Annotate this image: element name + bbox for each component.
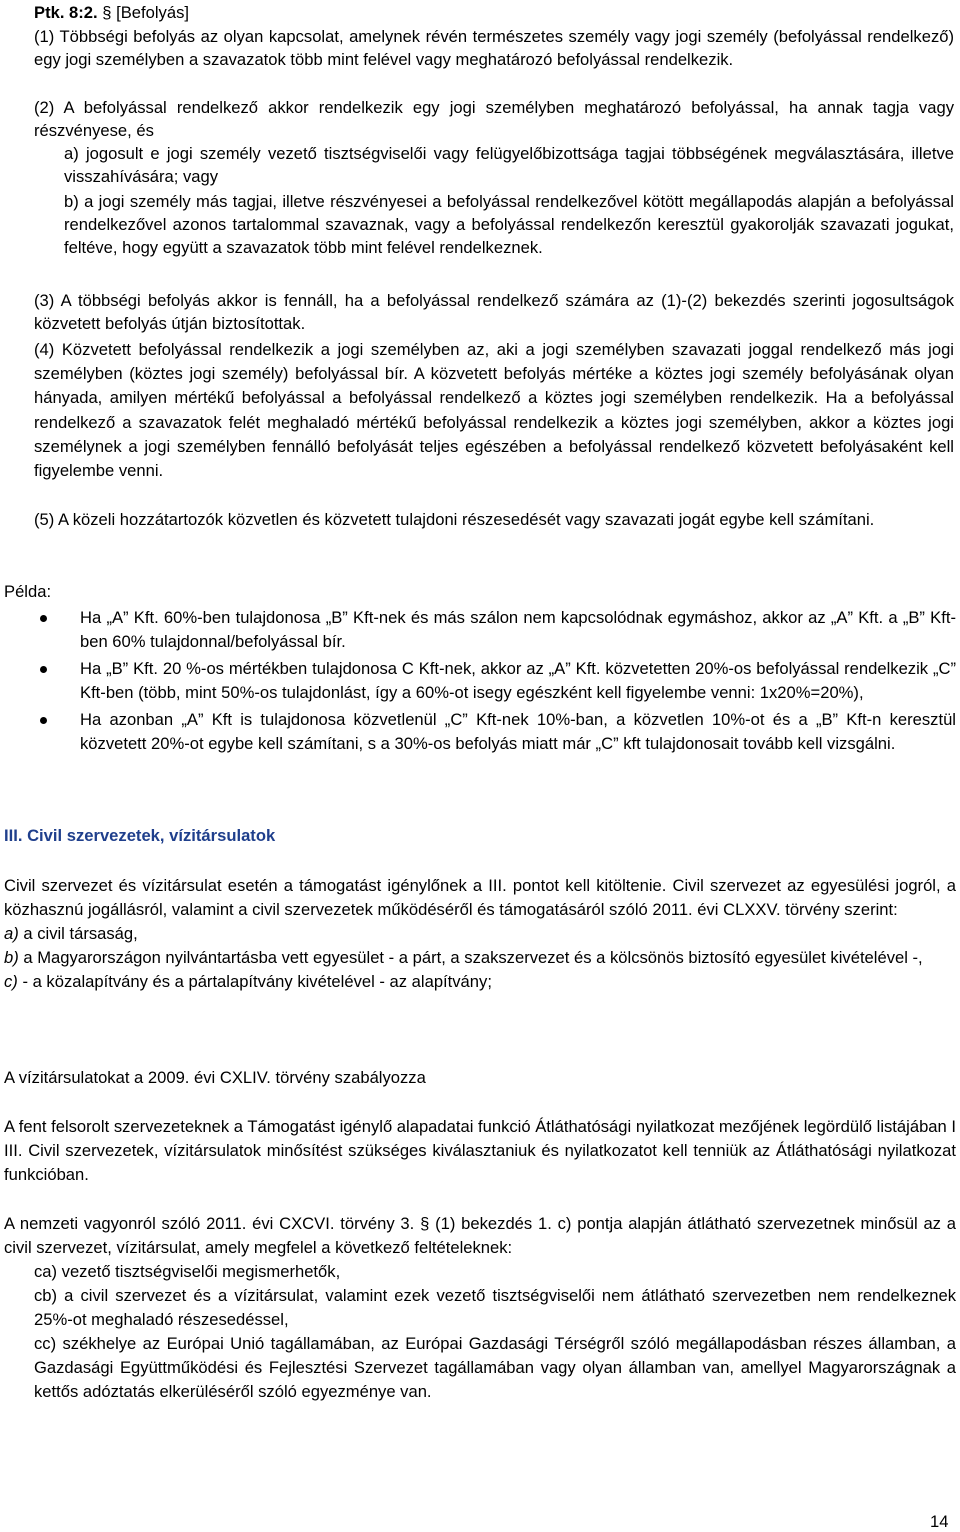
- section-title: [Befolyás]: [116, 3, 189, 22]
- paragraph-5-text: (5) A közeli hozzátartozók közvetlen és közvetett tulajdoni részesedését vagy szavazati jogát egybe kell számítani.: [34, 510, 875, 529]
- paragraph-1-text: (1) Többségi befolyás az olyan kapcsolat, amelynek révén természetes személy vagy jogi személy (befolyással rendelkező) egy jogi személyben a szavazatok több mint felével vagy meghatározó befolyással rendelkezik.: [34, 27, 954, 69]
- list-item: [40, 606, 956, 654]
- bullet-icon: [40, 666, 47, 673]
- ptk-reference: Ptk. 8:2.: [34, 3, 98, 22]
- paragraph-2-item-a: a) jogosult e jogi személy vezető tisztségviselői vagy felügyelőbizottsága tagjai többségének megválasztására, illetve visszahívására; vagy: [64, 144, 954, 186]
- paragraph-3: [34, 289, 954, 335]
- paragraph-2: [34, 96, 954, 259]
- paragraph-2-item-b: b) a jogi személy más tagjai, illetve részvényesei a befolyással rendelkezővel kötött megállapodás alapján a befolyással rendelkezővel azonos tartalommal szavaznak, vagy a befolyással rendelkezőn keresztül gyakorolják szavazati jogukat, feltéve, hogy együtt a szavazatok több mint felével rendelkeznek.: [64, 192, 954, 257]
- bullet-icon: [40, 615, 47, 622]
- national-assets-section: [4, 1212, 956, 1404]
- example-label: Példa:: [4, 582, 52, 601]
- list-item: [40, 657, 956, 705]
- list-item-text: Ha „A” Kft. 60%-ben tulajdonosa „B” Kft-nek és más szálon nem kapcsolódnak egymáshoz, akkor az „A” Kft. a „B” Kft-ben 60% tulajdonnal/befolyással bír.: [80, 608, 956, 651]
- paragraph-2-intro: (2) A befolyással rendelkező akkor rendelkezik egy jogi személyben meghatározó befolyással, ha annak tagja vagy részvényese, és: [34, 98, 954, 140]
- paragraph-symbol: §: [102, 3, 112, 22]
- water-association-text: A vízitársulatokat a 2009. évi CXLIV. törvény szabályozza: [4, 1068, 426, 1087]
- section-3-intro-text: Civil szervezet és vízitársulat esetén a támogatást igénylőnek a III. pontot kell kitöltenie. Civil szervezet az egyesülési jogról, a közhasznú jogállásról, valamint a civil szervezetek működéséről és támogatásáról szóló 2011. évi CLXXV. törvény szerint:: [4, 876, 956, 919]
- section-3-title: Civil szervezetek, vízitársulatok: [27, 826, 276, 845]
- item-b-text: a Magyarországon nyilvántartásba vett egyesület - a párt, a szakszervezet és a kölcsönös biztosító egyesület kivételével -,: [18, 948, 923, 967]
- item-c-label: c): [4, 972, 18, 991]
- section-header: [34, 2, 934, 24]
- list-item-text: Ha „B” Kft. 20 %-os mértékben tulajdonosa C Kft-nek, akkor az „A” Kft. közvetetten 20%-os befolyással rendelkezik „C” Kft-ben (több, mint 50%-os tulajdonlást, így a 60%-ot isegy egészként kell figyelembe venni: 1x20%=20%),: [80, 659, 956, 702]
- section-3-intro: [4, 874, 956, 994]
- item-a-text: a civil társaság,: [18, 924, 138, 943]
- listed-organizations: [4, 1115, 956, 1187]
- section-3-item-a: [4, 922, 956, 946]
- section-3-heading: [4, 826, 275, 846]
- page-number: 14: [930, 1512, 949, 1531]
- condition-cb: cb) a civil szervezet és a vízitársulat, valamint ezek vezető tisztségviselői nem átlátható szervezetben nem rendelkeznek 25%-ot meghaladó részesedéssel,: [34, 1286, 956, 1329]
- condition-cc: cc) székhelye az Európai Unió tagállamában, az Európai Gazdasági Térségről szóló megállapodásban részes államban, a Gazdasági Együttműködési és Fejlesztési Szervezet tagállamában vagy olyan államban van, amellyel Magyarországnak a kettős adóztatás elkerüléséről szóló egyezménye van.: [34, 1334, 956, 1401]
- national-assets-suffix: (1) bekezdés 1. c) pontja alapján átlátható szervezetnek minősül az a civil szervezet, vízitársulat, amely megfelel a következő feltételeknek:: [4, 1214, 956, 1257]
- example-list: [40, 606, 956, 759]
- national-assets-prefix: A nemzeti vagyonról szóló 2011. évi CXCVI. törvény 3.: [4, 1214, 415, 1233]
- paragraph-4-text: (4) Közvetett befolyással rendelkezik a jogi személyben az, aki a jogi személyben szavazati joggal rendelkező más jogi személyben (köztes jogi személy) befolyással bír. A közvetett befolyás mértéke a köztes jogi személy befolyásának olyan hányada, amilyen mértékű befolyással a befolyással rendelkező a köztes jogi személyben rendelkezik. Ha a befolyással rendelkező a szavazatok felét meghaladó mértékű befolyással rendelkezik a köztes jogi személyben, akkor a köztes jogi személynek a jogi személyben fennálló befolyását teljes egészében a befolyással rendelkező közvetett befolyásaként kell figyelembe venni.: [34, 340, 954, 481]
- paragraph-3-text: (3) A többségi befolyás akkor is fennáll, ha a befolyással rendelkező számára az (1)-(2) bekezdés szerinti jogosultságok közvetett befolyás útján biztosítottak.: [34, 291, 954, 333]
- listed-organizations-text: A fent felsorolt szervezeteknek a Támogatást igénylő alapadatai funkció Átláthatósági nyilatkozat mezőjének legördülő listájában I III. Civil szervezetek, vízitársulatok minősítést szükséges kiválasztaniuk és nyilatkozatot kell tenniük az Átláthatósági nyilatkozat funkcióban.: [4, 1117, 956, 1184]
- item-c-text: - a közalapítvány és a pártalapítvány kivételével - az alapítvány;: [17, 972, 492, 991]
- section-3-item-c: [4, 970, 956, 994]
- paragraph-symbol: §: [420, 1214, 430, 1233]
- national-assets-intro: [4, 1212, 956, 1260]
- list-item-text: Ha azonban „A” Kft is tulajdonosa közvetlenül „C” Kft-nek 10%-ban, a közvetlen 10%-ot és a „B” Kft-n keresztül közvetett 20%-ot egybe kell számítani, s a 30%-os befolyás miatt már „C” kft tulajdonosait tovább kell vizsgálni.: [80, 710, 956, 753]
- paragraph-5: [34, 508, 954, 531]
- section-3-item-b: [4, 946, 956, 970]
- section-3-number: III.: [4, 826, 23, 845]
- bullet-icon: [40, 717, 47, 724]
- item-a-label: a): [4, 924, 19, 943]
- condition-ca: ca) vezető tisztségviselői megismerhetők,: [34, 1262, 341, 1281]
- item-b-label: b): [4, 948, 19, 967]
- list-item: [40, 708, 956, 756]
- paragraph-4: [34, 338, 954, 483]
- paragraph-1: [34, 25, 954, 71]
